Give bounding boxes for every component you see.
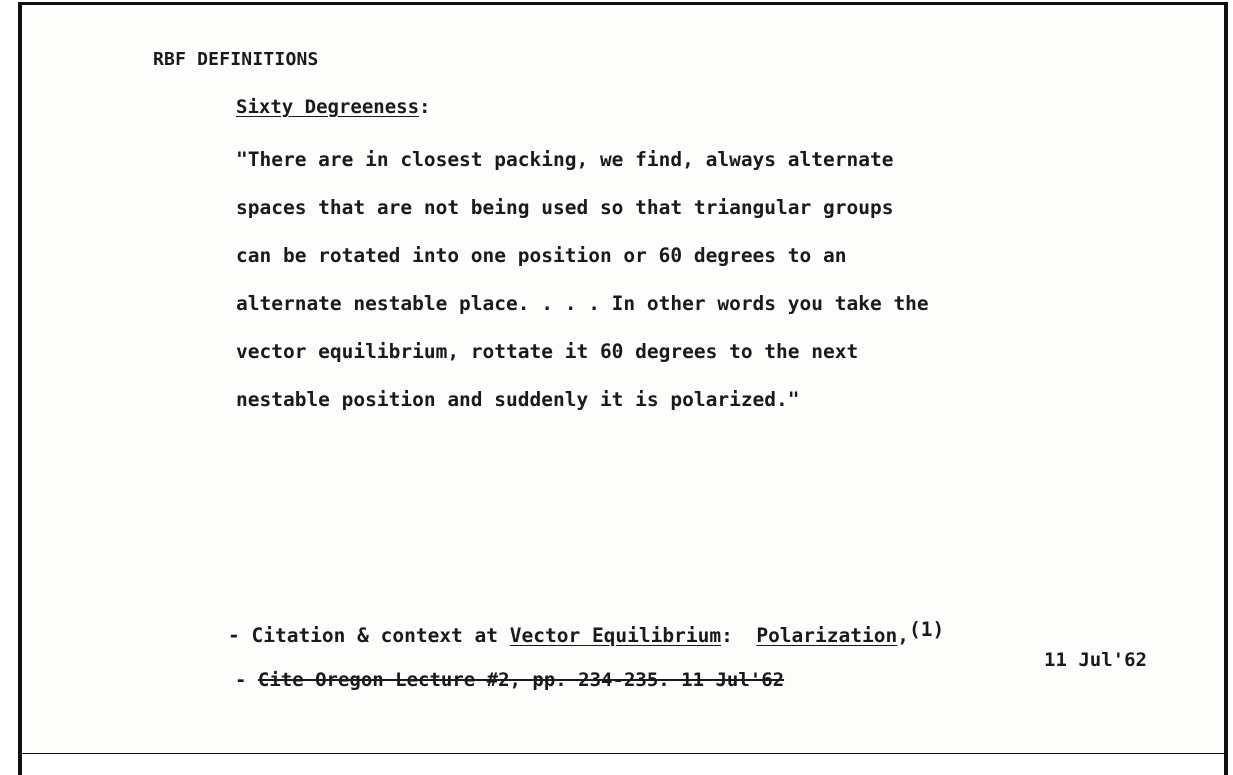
citation-separator: : <box>721 624 757 647</box>
term-heading <box>236 96 430 118</box>
quote-line: can be rotated into one position or 60 degrees to an <box>236 244 847 267</box>
quote-line: spaces that are not being used so that triangular groups <box>236 196 894 219</box>
citation-link-vector-equilibrium: Vector Equilibrium <box>509 624 722 647</box>
quote-line: nestable position and suddenly it is polarized." <box>236 388 800 411</box>
term-colon: : <box>419 96 431 118</box>
quote-line: "There are in closest packing, we find, always alternate <box>236 148 894 171</box>
citation-date: 11 Jul'62 <box>1044 649 1147 671</box>
quote-line: vector equilibrium, rottate it 60 degrees to the next <box>236 340 859 363</box>
next-card-edge <box>18 754 1228 775</box>
card-header: RBF DEFINITIONS <box>153 49 319 70</box>
struck-text: Cite Oregon Lecture #2, pp. 234-235. 11 Jul'62 <box>257 669 785 691</box>
citation-prefix: - Citation & context at <box>228 624 510 647</box>
quote-block <box>236 145 929 433</box>
struck-dash: - <box>235 669 258 691</box>
citation-link-polarization: Polarization <box>756 624 898 647</box>
definition-card <box>18 2 1228 757</box>
citation-line <box>228 618 945 647</box>
citation-reference: (1) <box>908 618 945 641</box>
quote-line: alternate nestable place. . . . In other words you take the <box>236 292 929 315</box>
citation-comma: , <box>897 624 909 647</box>
term-title: Sixty Degreeness <box>236 96 420 118</box>
struck-citation <box>235 669 784 691</box>
